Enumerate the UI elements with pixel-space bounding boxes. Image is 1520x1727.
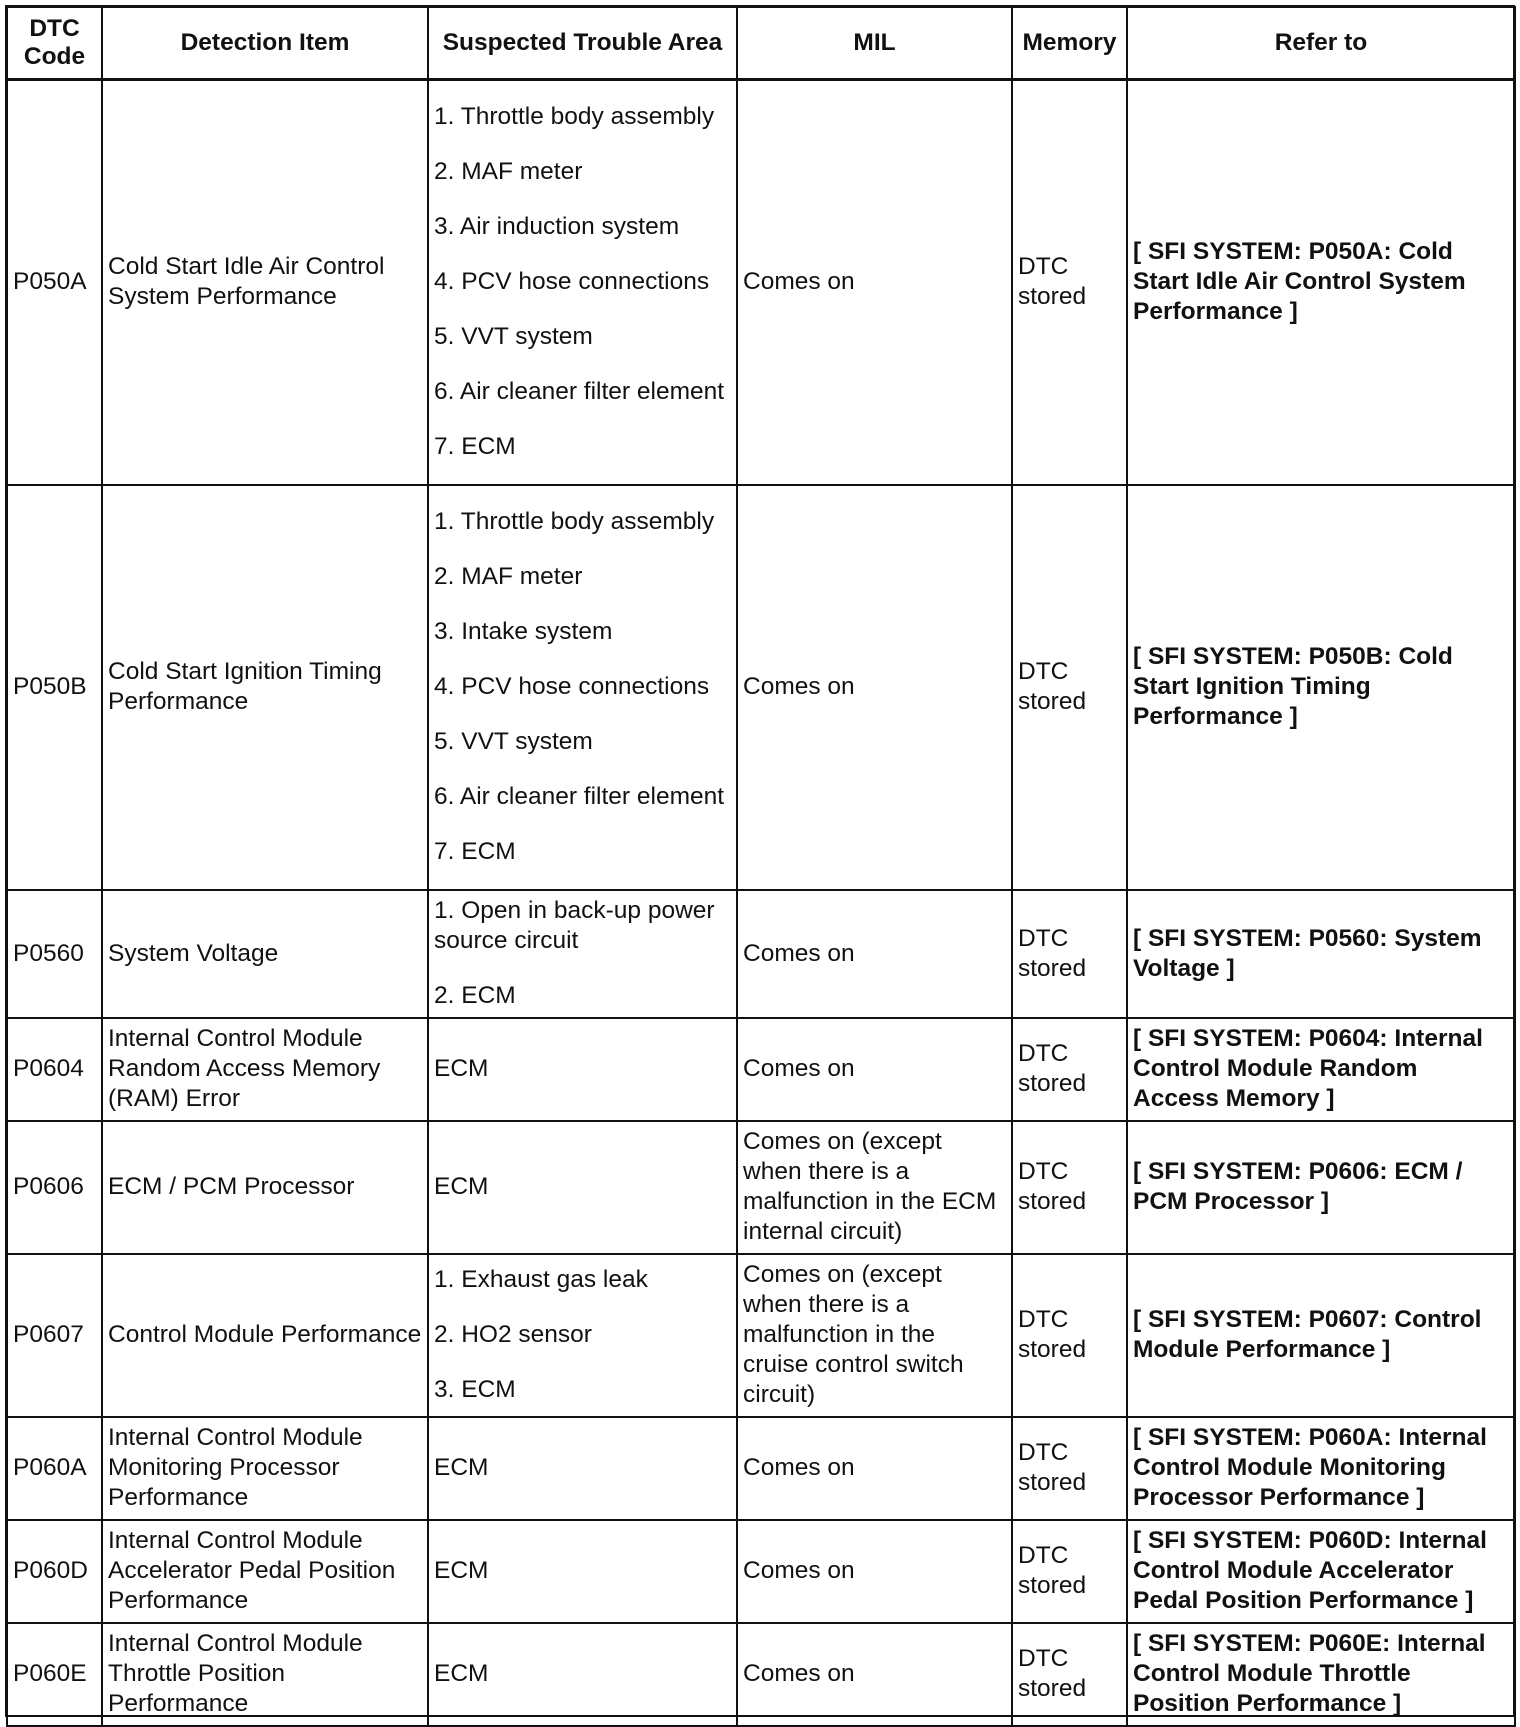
detection-item-cell: Cold Start Ignition Timing Performance bbox=[102, 485, 428, 890]
dtc-code-cell: P0604 bbox=[7, 1018, 102, 1121]
table-row bbox=[7, 1254, 1515, 1417]
mil-cell: Comes on bbox=[737, 1417, 1012, 1520]
trouble-area-item: 1. Exhaust gas leak bbox=[434, 1266, 648, 1293]
table-row bbox=[7, 1018, 1515, 1121]
trouble-area-list bbox=[434, 1659, 731, 1689]
mil-cell: Comes on bbox=[737, 485, 1012, 890]
table-row bbox=[7, 1417, 1515, 1520]
trouble-area-item: 5. VVT system bbox=[434, 728, 593, 755]
suspected-trouble-area-cell bbox=[428, 1254, 737, 1417]
trouble-area-item: 5. VVT system bbox=[434, 323, 593, 351]
suspected-trouble-area-cell bbox=[428, 485, 737, 890]
dtc-table bbox=[6, 6, 1516, 1727]
trouble-area-item: 3. Air induction system bbox=[434, 213, 680, 241]
mil-cell: Comes on (except when there is a malfunction in the cruise control switch circuit) bbox=[737, 1254, 1012, 1417]
refer-to-cell: [ SFI SYSTEM: P050B: Cold Start Ignition Timing Performance ] bbox=[1127, 485, 1515, 890]
memory-cell: DTC stored bbox=[1012, 80, 1127, 485]
memory-cell: DTC stored bbox=[1012, 1121, 1127, 1254]
trouble-area-item: ECM bbox=[434, 1557, 489, 1584]
table-header bbox=[7, 7, 1515, 80]
mil-cell: Comes on bbox=[737, 1520, 1012, 1623]
refer-to-cell: [ SFI SYSTEM: P050A: Cold Start Idle Air Control System Performance ] bbox=[1127, 80, 1515, 485]
trouble-area-item: ECM bbox=[434, 1173, 489, 1200]
trouble-area-item: 4. PCV hose connections bbox=[434, 268, 710, 296]
table-row bbox=[7, 1520, 1515, 1623]
dtc-code-cell: P060A bbox=[7, 1417, 102, 1520]
trouble-area-item: 2. MAF meter bbox=[434, 158, 583, 186]
trouble-area-item: 3. ECM bbox=[434, 1376, 516, 1403]
header-row bbox=[7, 7, 1515, 80]
trouble-area-item: 2. HO2 sensor bbox=[434, 1321, 592, 1348]
mil-cell: Comes on bbox=[737, 1623, 1012, 1726]
trouble-area-item: 1. Open in back-up power source circuit bbox=[434, 897, 715, 954]
suspected-trouble-area-cell bbox=[428, 80, 737, 485]
trouble-area-list bbox=[434, 1556, 731, 1586]
header-detection-item: Detection Item bbox=[102, 7, 428, 80]
trouble-area-list bbox=[434, 1054, 731, 1084]
trouble-area-item: 3. Intake system bbox=[434, 618, 613, 645]
memory-cell: DTC stored bbox=[1012, 890, 1127, 1018]
refer-to-cell: [ SFI SYSTEM: P060E: Internal Control Module Throttle Position Performance ] bbox=[1127, 1623, 1515, 1726]
suspected-trouble-area-cell bbox=[428, 890, 737, 1018]
detection-item-cell: System Voltage bbox=[102, 890, 428, 1018]
detection-item-cell: Control Module Performance bbox=[102, 1254, 428, 1417]
refer-to-cell: [ SFI SYSTEM: P0607: Control Module Performance ] bbox=[1127, 1254, 1515, 1417]
trouble-area-list bbox=[434, 507, 731, 867]
dtc-code-cell: P060E bbox=[7, 1623, 102, 1726]
trouble-area-item: 4. PCV hose connections bbox=[434, 673, 710, 700]
dtc-code-cell: P0607 bbox=[7, 1254, 102, 1417]
trouble-area-list bbox=[434, 1265, 731, 1405]
memory-cell: DTC stored bbox=[1012, 485, 1127, 890]
detection-item-cell: Internal Control Module Random Access Memory (RAM) Error bbox=[102, 1018, 428, 1121]
refer-to-cell: [ SFI SYSTEM: P0606: ECM / PCM Processor ] bbox=[1127, 1121, 1515, 1254]
memory-cell: DTC stored bbox=[1012, 1623, 1127, 1726]
detection-item-cell: ECM / PCM Processor bbox=[102, 1121, 428, 1254]
table-row bbox=[7, 890, 1515, 1018]
suspected-trouble-area-cell bbox=[428, 1520, 737, 1623]
memory-cell: DTC stored bbox=[1012, 1018, 1127, 1121]
detection-item-cell: Internal Control Module Accelerator Pedal Position Performance bbox=[102, 1520, 428, 1623]
table-body bbox=[7, 80, 1515, 1726]
mil-cell: Comes on bbox=[737, 80, 1012, 485]
trouble-area-item: 2. ECM bbox=[434, 982, 516, 1009]
refer-to-cell: [ SFI SYSTEM: P060A: Internal Control Module Monitoring Processor Performance ] bbox=[1127, 1417, 1515, 1520]
memory-cell: DTC stored bbox=[1012, 1417, 1127, 1520]
header-suspected-trouble-area: Suspected Trouble Area bbox=[428, 7, 737, 80]
detection-item-cell: Cold Start Idle Air Control System Performance bbox=[102, 80, 428, 485]
trouble-area-item: 6. Air cleaner filter element bbox=[434, 783, 725, 810]
dtc-code-cell: P060D bbox=[7, 1520, 102, 1623]
header-dtc-code: DTC Code bbox=[7, 7, 102, 80]
trouble-area-list bbox=[434, 1453, 731, 1483]
trouble-area-list bbox=[434, 102, 731, 462]
table-row bbox=[7, 1121, 1515, 1254]
mil-cell: Comes on bbox=[737, 890, 1012, 1018]
header-mil: MIL bbox=[737, 7, 1012, 80]
suspected-trouble-area-cell bbox=[428, 1121, 737, 1254]
trouble-area-item: 2. MAF meter bbox=[434, 563, 583, 590]
suspected-trouble-area-cell bbox=[428, 1417, 737, 1520]
header-refer-to: Refer to bbox=[1127, 7, 1515, 80]
suspected-trouble-area-cell bbox=[428, 1018, 737, 1121]
dtc-code-cell: P0560 bbox=[7, 890, 102, 1018]
trouble-area-list bbox=[434, 896, 731, 1011]
memory-cell: DTC stored bbox=[1012, 1254, 1127, 1417]
mil-cell: Comes on bbox=[737, 1018, 1012, 1121]
dtc-code-cell: P0606 bbox=[7, 1121, 102, 1254]
table-row bbox=[7, 485, 1515, 890]
trouble-area-item: 1. Throttle body assembly bbox=[434, 103, 715, 131]
trouble-area-item: ECM bbox=[434, 1454, 489, 1481]
trouble-area-item: 7. ECM bbox=[434, 838, 516, 865]
header-memory: Memory bbox=[1012, 7, 1127, 80]
suspected-trouble-area-cell bbox=[428, 1623, 737, 1726]
trouble-area-item: 6. Air cleaner filter element bbox=[434, 378, 725, 406]
trouble-area-item: 1. Throttle body assembly bbox=[434, 508, 715, 535]
dtc-code-cell: P050B bbox=[7, 485, 102, 890]
refer-to-cell: [ SFI SYSTEM: P060D: Internal Control Module Accelerator Pedal Position Performance ] bbox=[1127, 1520, 1515, 1623]
trouble-area-item: ECM bbox=[434, 1055, 489, 1082]
mil-cell: Comes on (except when there is a malfunction in the ECM internal circuit) bbox=[737, 1121, 1012, 1254]
table-row bbox=[7, 1623, 1515, 1726]
detection-item-cell: Internal Control Module Monitoring Processor Performance bbox=[102, 1417, 428, 1520]
memory-cell: DTC stored bbox=[1012, 1520, 1127, 1623]
refer-to-cell: [ SFI SYSTEM: P0560: System Voltage ] bbox=[1127, 890, 1515, 1018]
table-row bbox=[7, 80, 1515, 485]
trouble-area-list bbox=[434, 1172, 731, 1202]
refer-to-cell: [ SFI SYSTEM: P0604: Internal Control Module Random Access Memory ] bbox=[1127, 1018, 1515, 1121]
trouble-area-item: 7. ECM bbox=[434, 433, 516, 461]
detection-item-cell: Internal Control Module Throttle Position Performance bbox=[102, 1623, 428, 1726]
trouble-area-item: ECM bbox=[434, 1660, 489, 1687]
dtc-code-cell: P050A bbox=[7, 80, 102, 485]
